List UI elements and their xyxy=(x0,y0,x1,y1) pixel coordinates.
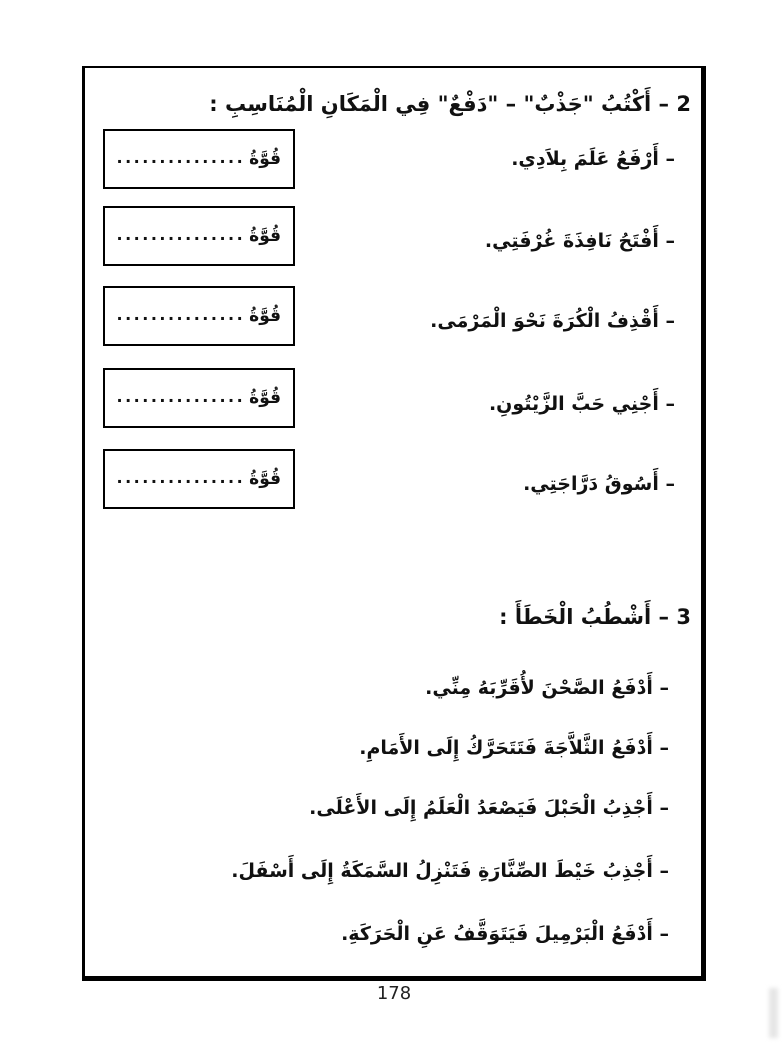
answer-blank-dots: ............... xyxy=(116,304,246,324)
answer-blank-dots: ............... xyxy=(116,467,246,487)
exercise2-item-4: – أَجْنِي حَبَّ الزَّيْتُونِ. xyxy=(488,393,675,415)
force-word-label: قُوَّةُ xyxy=(249,226,281,246)
page-border-frame xyxy=(82,66,706,981)
answer-box-1 xyxy=(103,129,295,189)
answer-box-4 xyxy=(103,368,295,428)
exercise2-item-2: – أَفْتَحُ نَافِذَةَ غُرْفَتِي. xyxy=(484,230,675,252)
exercise2-item-1: – أَرْفَعُ عَلَمَ بِلاَدِي. xyxy=(511,148,675,170)
page-number: 178 xyxy=(376,983,412,1004)
force-word-label: قُوَّةُ xyxy=(249,469,281,489)
answer-box-5 xyxy=(103,449,295,509)
answer-box-3 xyxy=(103,286,295,346)
answer-box-2 xyxy=(103,206,295,266)
exercise2-item-3: – أَقْذِفُ الْكُرَةَ نَحْوَ الْمَرْمَى. xyxy=(430,310,675,332)
scan-artifact xyxy=(769,988,778,1038)
exercise3-item-5: – أَدْفَعُ الْبَرْمِيلَ فَيَتَوَقَّفُ عَنِ الْحَرَكَةِ. xyxy=(341,923,669,945)
exercise3-item-4: – أَجْذِبُ خَيْطَ الصِّنَّارَةِ فَتَنْزِلُ السَّمَكَةُ إِلَى أَسْفَلَ. xyxy=(231,860,669,882)
exercise2-heading: 2 – أَكْتُبُ "جَذْبٌ" – "دَفْعٌ" فِي الْمَكَانِ الْمُنَاسِبِ : xyxy=(209,92,691,116)
exercise3-heading: 3 – أَشْطُبُ الْخَطَأَ : xyxy=(499,605,691,629)
force-word-label: قُوَّةُ xyxy=(249,306,281,326)
exercise2-item-5: – أَسُوقُ دَرَّاجَتِي. xyxy=(523,473,675,495)
force-word-label: قُوَّةُ xyxy=(249,149,281,169)
exercise3-item-3: – أَجْذِبُ الْحَبْلَ فَيَصْعَدُ الْعَلَمُ إِلَى الأَعْلَى. xyxy=(309,797,669,819)
exercise3-item-1: – أَدْفَعُ الصَّحْنَ لأُقَرِّبَهُ مِنِّي. xyxy=(425,677,669,699)
answer-blank-dots: ............... xyxy=(116,386,246,406)
answer-blank-dots: ............... xyxy=(116,147,246,167)
force-word-label: قُوَّةُ xyxy=(249,388,281,408)
exercise3-item-2: – أَدْفَعُ الثَّلاَّجَةَ فَتَتَحَرَّكُ إِلَى الأَمَامِ. xyxy=(359,737,669,759)
answer-blank-dots: ............... xyxy=(116,224,246,244)
